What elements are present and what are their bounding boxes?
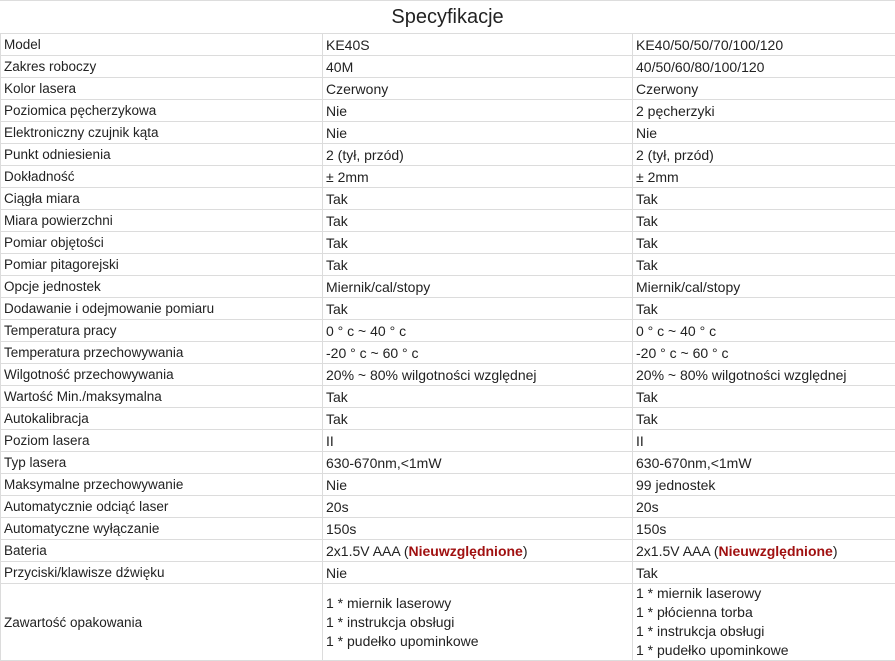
table-row bbox=[1, 122, 895, 144]
spec-value-ke40s: ± 2mm bbox=[323, 166, 633, 188]
spec-label: Maksymalne przechowywanie bbox=[1, 474, 323, 496]
table-row bbox=[1, 430, 895, 452]
spec-label: Zawartość opakowania bbox=[1, 584, 323, 661]
table-row bbox=[1, 78, 895, 100]
spec-label: Pomiar objętości bbox=[1, 232, 323, 254]
spec-value-ke40-series: 99 jednostek bbox=[633, 474, 895, 496]
spec-value-ke40-series: Tak bbox=[633, 210, 895, 232]
spec-label: Kolor lasera bbox=[1, 78, 323, 100]
spec-value-ke40-series: Tak bbox=[633, 254, 895, 276]
spec-value-ke40-series: II bbox=[633, 430, 895, 452]
table-row bbox=[1, 254, 895, 276]
spec-label: Dokładność bbox=[1, 166, 323, 188]
spec-value-ke40s: 630-670nm,<1mW bbox=[323, 452, 633, 474]
spec-value-ke40-series: Tak bbox=[633, 188, 895, 210]
spec-value-ke40-series bbox=[633, 540, 895, 562]
spec-label: Punkt odniesienia bbox=[1, 144, 323, 166]
spec-value-ke40s: Tak bbox=[323, 408, 633, 430]
spec-value-ke40-series: Nie bbox=[633, 122, 895, 144]
table-row bbox=[1, 34, 895, 56]
spec-value-ke40s bbox=[323, 540, 633, 562]
table-row bbox=[1, 518, 895, 540]
spec-value-ke40-series: 0 ° c ~ 40 ° c bbox=[633, 320, 895, 342]
spec-label: Wilgotność przechowywania bbox=[1, 364, 323, 386]
spec-label: Temperatura przechowywania bbox=[1, 342, 323, 364]
spec-value-ke40s: KE40S bbox=[323, 34, 633, 56]
spec-value-ke40-series: Tak bbox=[633, 386, 895, 408]
table-row bbox=[1, 452, 895, 474]
spec-value-ke40s: Czerwony bbox=[323, 78, 633, 100]
spec-value-ke40s: 0 ° c ~ 40 ° c bbox=[323, 320, 633, 342]
package-item: 1 * miernik laserowy bbox=[326, 594, 632, 613]
table-row bbox=[1, 342, 895, 364]
spec-value-ke40-series: Tak bbox=[633, 232, 895, 254]
spec-label: Automatycznie odciąć laser bbox=[1, 496, 323, 518]
spec-value-ke40-series: 150s bbox=[633, 518, 895, 540]
spec-table bbox=[0, 33, 895, 661]
table-row bbox=[1, 584, 895, 661]
spec-value-ke40-series: 20% ~ 80% wilgotności względnej bbox=[633, 364, 895, 386]
spec-value-ke40s: 40M bbox=[323, 56, 633, 78]
spec-value-ke40s: Nie bbox=[323, 474, 633, 496]
battery-prefix: 2x1.5V AAA ( bbox=[326, 543, 409, 559]
spec-label: Pomiar pitagorejski bbox=[1, 254, 323, 276]
spec-value-ke40s: II bbox=[323, 430, 633, 452]
spec-label: Poziom lasera bbox=[1, 430, 323, 452]
table-row bbox=[1, 474, 895, 496]
battery-not-included-note: Nieuwzględnione bbox=[409, 543, 523, 559]
spec-value-ke40-series: Tak bbox=[633, 408, 895, 430]
table-row bbox=[1, 408, 895, 430]
table-row bbox=[1, 320, 895, 342]
spec-value-ke40-series: Tak bbox=[633, 562, 895, 584]
spec-value-ke40s: Tak bbox=[323, 210, 633, 232]
spec-value-ke40s: 20s bbox=[323, 496, 633, 518]
spec-label: Przyciski/klawisze dźwięku bbox=[1, 562, 323, 584]
table-row bbox=[1, 166, 895, 188]
spec-table-body bbox=[1, 34, 895, 661]
spec-value-ke40s: Miernik/cal/stopy bbox=[323, 276, 633, 298]
spec-value-ke40s: 150s bbox=[323, 518, 633, 540]
page-title: Specyfikacje bbox=[0, 0, 895, 33]
spec-label: Dodawanie i odejmowanie pomiaru bbox=[1, 298, 323, 320]
spec-value-ke40s: Tak bbox=[323, 232, 633, 254]
spec-label: Zakres roboczy bbox=[1, 56, 323, 78]
spec-label: Poziomica pęcherzykowa bbox=[1, 100, 323, 122]
spec-value-ke40-series: Tak bbox=[633, 298, 895, 320]
package-item: 1 * pudełko upominkowe bbox=[326, 632, 632, 651]
spec-label: Bateria bbox=[1, 540, 323, 562]
spec-value-ke40s: Nie bbox=[323, 562, 633, 584]
spec-value-ke40s: Nie bbox=[323, 122, 633, 144]
table-row bbox=[1, 100, 895, 122]
table-row bbox=[1, 298, 895, 320]
spec-label: Typ lasera bbox=[1, 452, 323, 474]
table-row bbox=[1, 188, 895, 210]
spec-value-ke40s: Tak bbox=[323, 254, 633, 276]
spec-value-ke40-series: 20s bbox=[633, 496, 895, 518]
spec-value-ke40-series: ± 2mm bbox=[633, 166, 895, 188]
battery-not-included-note: Nieuwzględnione bbox=[719, 543, 833, 559]
spec-label: Miara powierzchni bbox=[1, 210, 323, 232]
table-row bbox=[1, 144, 895, 166]
table-row bbox=[1, 56, 895, 78]
table-row bbox=[1, 540, 895, 562]
battery-suffix: ) bbox=[523, 543, 528, 559]
spec-label: Elektroniczny czujnik kąta bbox=[1, 122, 323, 144]
spec-label: Temperatura pracy bbox=[1, 320, 323, 342]
battery-prefix: 2x1.5V AAA ( bbox=[636, 543, 719, 559]
spec-label: Model bbox=[1, 34, 323, 56]
spec-label: Ciągła miara bbox=[1, 188, 323, 210]
package-item: 1 * płócienna torba bbox=[636, 603, 895, 622]
package-item: 1 * miernik laserowy bbox=[636, 584, 895, 603]
spec-label: Autokalibracja bbox=[1, 408, 323, 430]
spec-value-ke40s: Nie bbox=[323, 100, 633, 122]
spec-value-ke40-series bbox=[633, 584, 895, 661]
spec-label: Wartość Min./maksymalna bbox=[1, 386, 323, 408]
package-item: 1 * instrukcja obsługi bbox=[636, 622, 895, 641]
package-item: 1 * instrukcja obsługi bbox=[326, 613, 632, 632]
spec-value-ke40-series: -20 ° c ~ 60 ° c bbox=[633, 342, 895, 364]
table-row bbox=[1, 210, 895, 232]
table-row bbox=[1, 496, 895, 518]
spec-value-ke40-series: 630-670nm,<1mW bbox=[633, 452, 895, 474]
spec-value-ke40s: 2 (tył, przód) bbox=[323, 144, 633, 166]
table-row bbox=[1, 276, 895, 298]
spec-value-ke40s: Tak bbox=[323, 188, 633, 210]
spec-value-ke40-series: KE40/50/50/70/100/120 bbox=[633, 34, 895, 56]
spec-label: Automatyczne wyłączanie bbox=[1, 518, 323, 540]
battery-suffix: ) bbox=[833, 543, 838, 559]
table-row bbox=[1, 562, 895, 584]
table-row bbox=[1, 232, 895, 254]
table-row bbox=[1, 386, 895, 408]
spec-label: Opcje jednostek bbox=[1, 276, 323, 298]
spec-value-ke40-series: Czerwony bbox=[633, 78, 895, 100]
spec-value-ke40-series: 40/50/60/80/100/120 bbox=[633, 56, 895, 78]
spec-value-ke40s: Tak bbox=[323, 298, 633, 320]
package-item: 1 * pudełko upominkowe bbox=[636, 641, 895, 660]
spec-value-ke40-series: 2 pęcherzyki bbox=[633, 100, 895, 122]
spec-value-ke40-series: Miernik/cal/stopy bbox=[633, 276, 895, 298]
spec-value-ke40s: Tak bbox=[323, 386, 633, 408]
spec-value-ke40s: -20 ° c ~ 60 ° c bbox=[323, 342, 633, 364]
spec-value-ke40-series: 2 (tył, przód) bbox=[633, 144, 895, 166]
spec-value-ke40s: 20% ~ 80% wilgotności względnej bbox=[323, 364, 633, 386]
table-row bbox=[1, 364, 895, 386]
spec-value-ke40s bbox=[323, 584, 633, 661]
